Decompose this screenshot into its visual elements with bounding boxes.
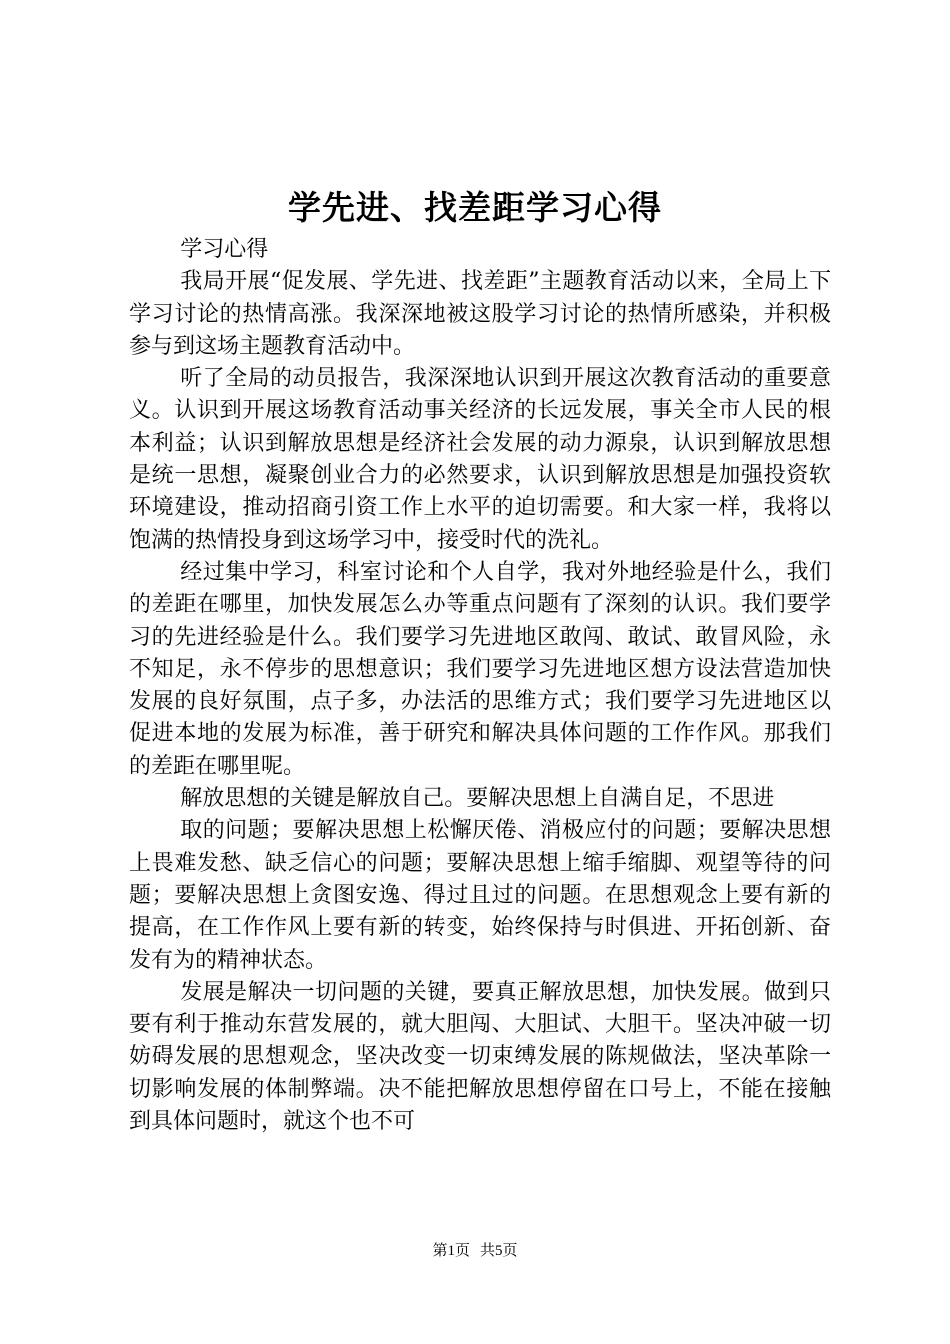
paragraph: 发展是解决一切问题的关键，要真正解放思想，加快发展。做到只要有利于推动东营发展的，就大胆闯、大胆试、大胆干。坚决冲破一切妨碍发展的思想观念，坚决改变一切束缚发展的陈规做法，坚决革除一切影响发展的体制弊端。决不能把解放思想停留在口号上，不能在接触到具体问题时，就这个也不可	[129, 979, 831, 1135]
page-number: 第1页	[432, 1243, 470, 1259]
page-footer	[0, 1240, 950, 1262]
document-body	[129, 234, 831, 1138]
paragraph: 我局开展“促发展、学先进、找差距”主题教育活动以来，全局上下学习讨论的热情高涨。我深深地被这股学习讨论的热情所感染，并积极参与到这场主题教育活动中。	[129, 269, 831, 359]
paragraph: 学习心得	[180, 237, 269, 262]
paragraph: 听了全局的动员报告，我深深地认识到开展这次教育活动的重要意义。认识到开展这场教育活动事关经济的长远发展，事关全市人民的根本利益；认识到解放思想是经济社会发展的动力源泉，认识到解放思想是统一思想，凝聚创业合力的必然要求，认识到解放思想是加强投资软环境建设，推动招商引资工作上水平的迫切需要。和大家一样，我将以饱满的热情投身到这场学习中，接受时代的洗礼。	[129, 366, 831, 553]
document-title: 学先进、找差距学习心得	[288, 188, 662, 227]
paragraph: 经过集中学习，科室讨论和个人自学，我对外地经验是什么，我们的差距在哪里，加快发展怎么办等重点问题有了深刻的认识。我们要学习的先进经验是什么。我们要学习先进地区敢闯、敢试、敢冒风险，永不知足，永不停步的思想意识；我们要学习先进地区想方设法营造加快发展的良好氛围，点子多，办法活的思维方式；我们要学习先进地区以促进本地的发展为标准，善于研究和解决具体问题的工作作风。那我们的差距在哪里呢。	[129, 559, 831, 779]
paragraph: 取的问题；要解决思想上松懈厌倦、消极应付的问题；要解决思想上畏难发愁、缺乏信心的问题；要解决思想上缩手缩脚、观望等待的问题；要解决思想上贪图安逸、得过且过的问题。在思想观念上要有新的提高，在工作作风上要有新的转变，始终保持与时俱进、开拓创新、奋发有为的精神状态。	[129, 818, 831, 973]
paragraph: 解放思想的关键是解放自己。要解决思想上自满自足，不思进	[180, 786, 775, 812]
page-total: 共5页	[480, 1243, 518, 1259]
